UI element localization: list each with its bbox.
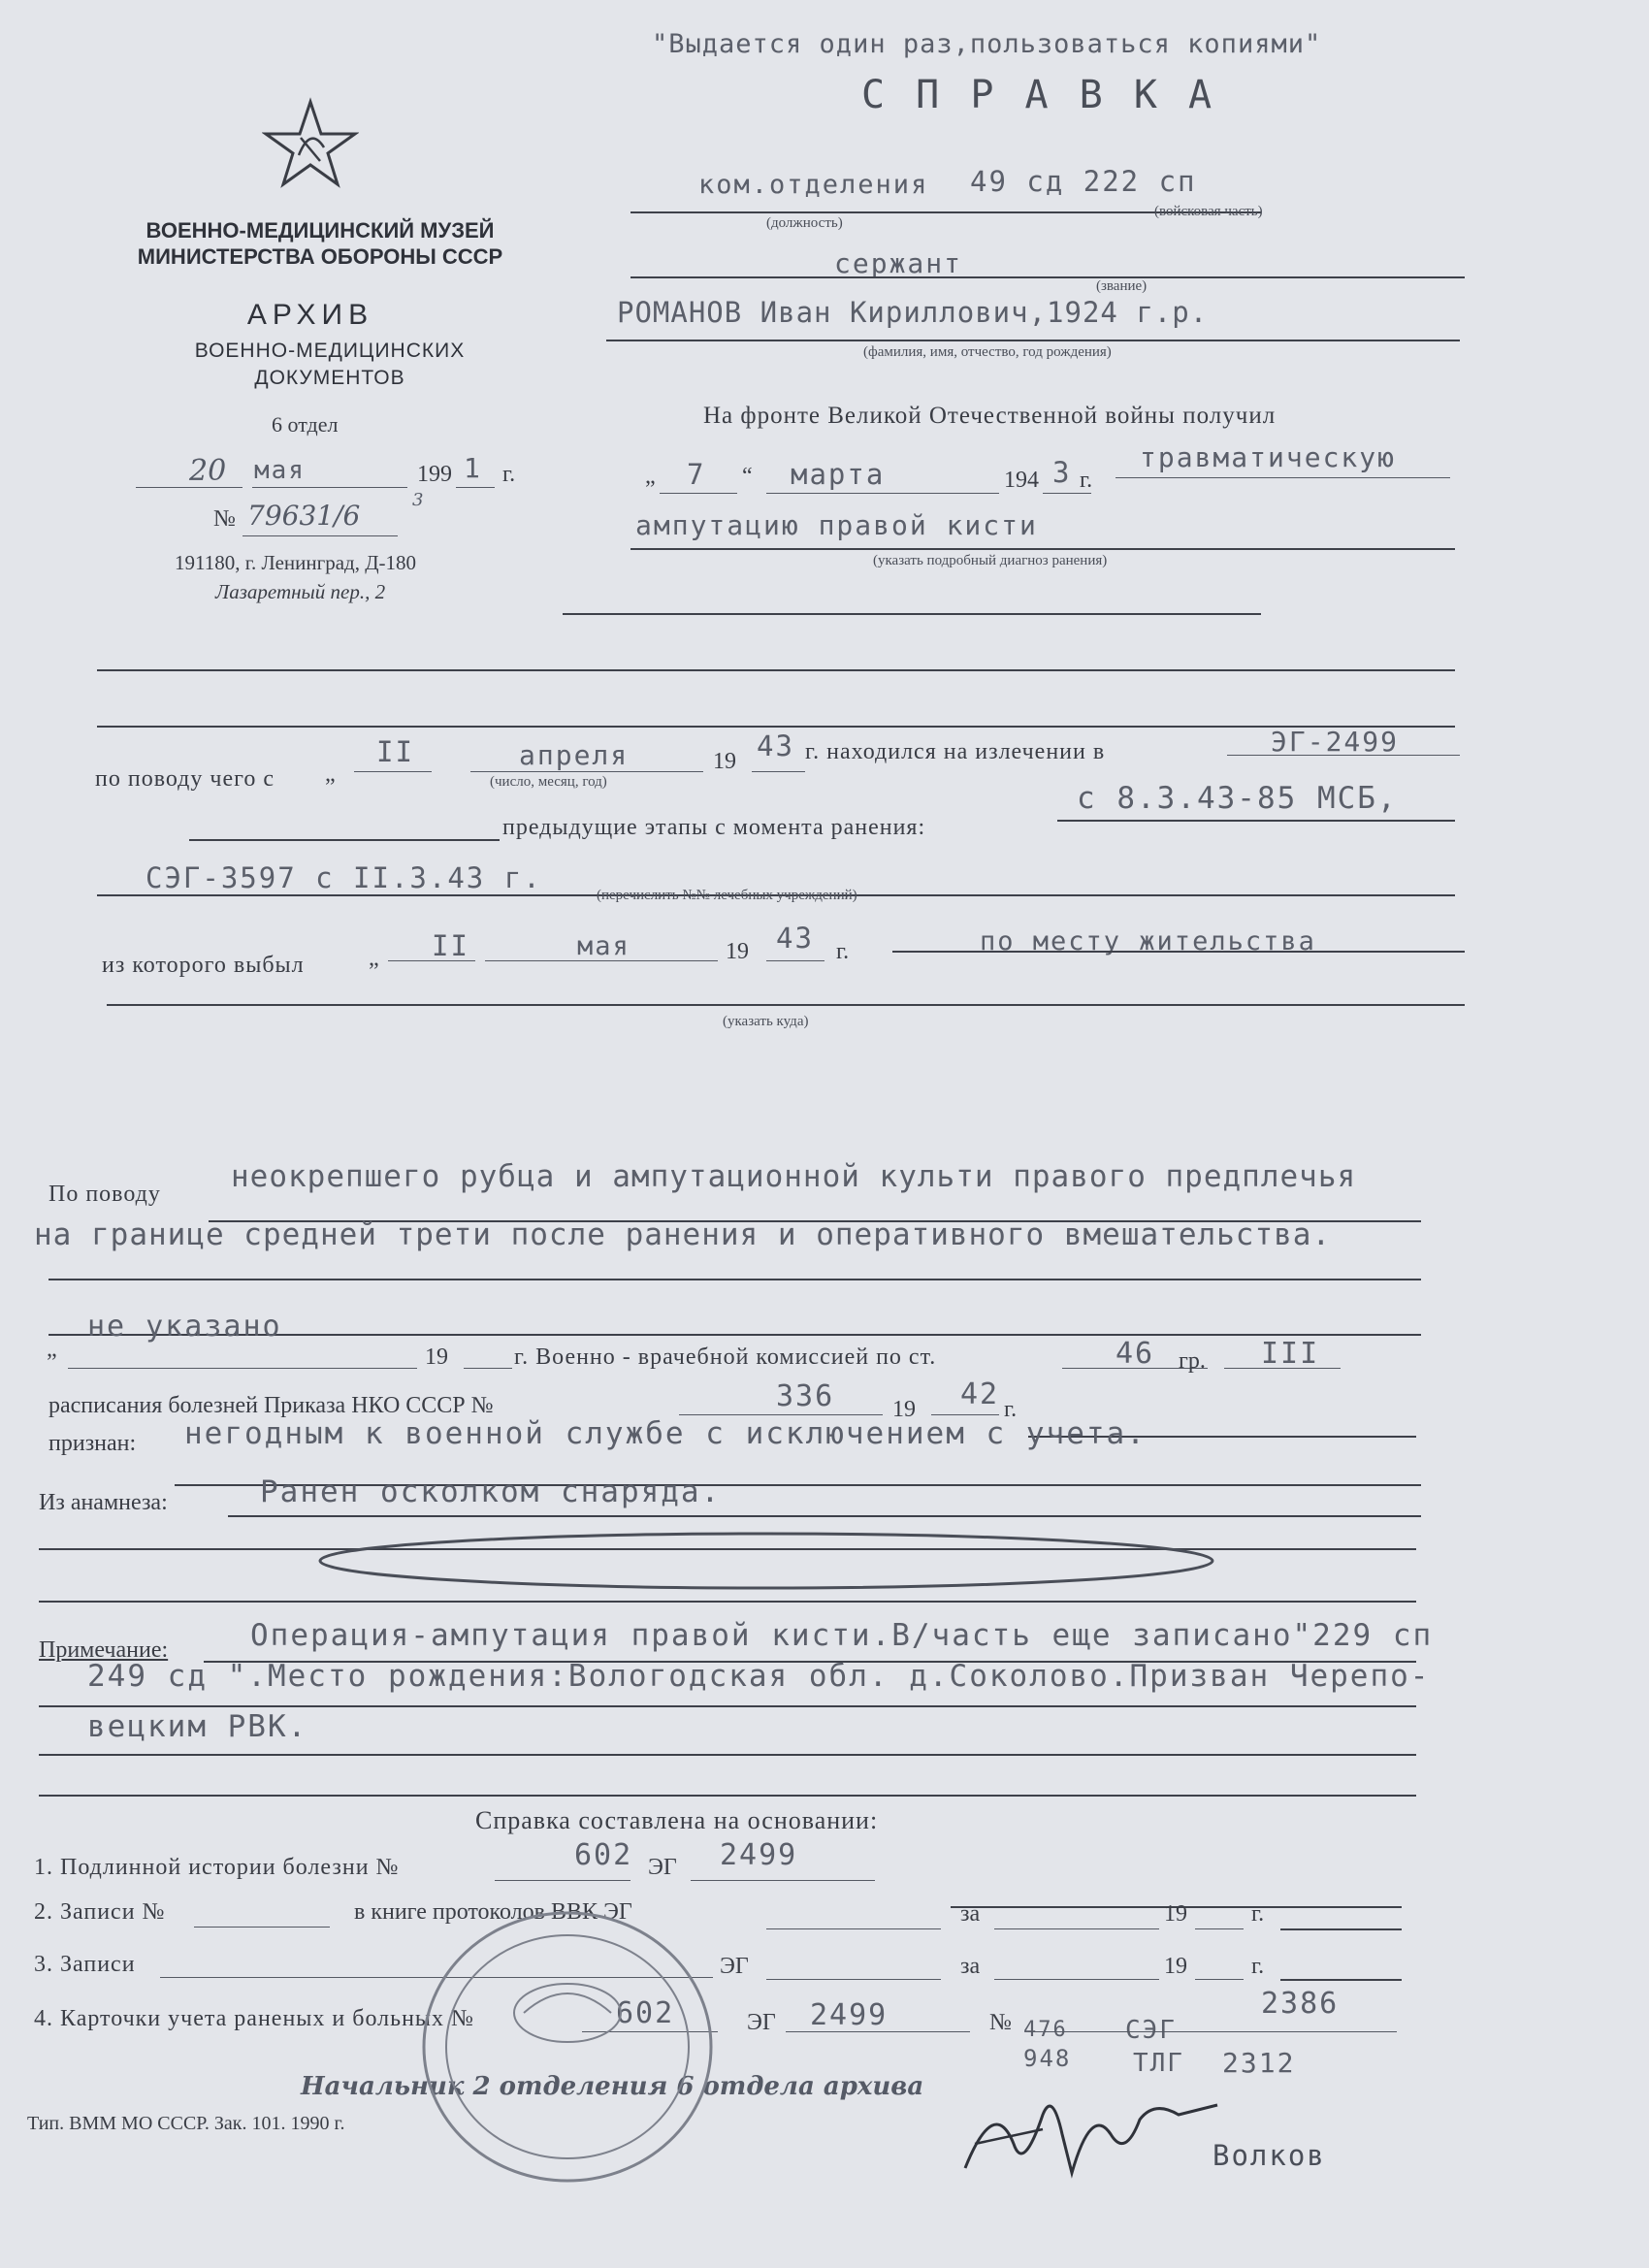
copy-note: "Выдается один раз,пользоваться копиями" bbox=[652, 29, 1322, 59]
round-stamp bbox=[417, 1906, 718, 2187]
issue-date-year: 199 bbox=[417, 462, 452, 487]
left-year-suffix: 43 bbox=[776, 922, 814, 955]
vvk-date-value: не указано bbox=[87, 1310, 282, 1344]
archive-line2: ДОКУМЕНТОВ bbox=[254, 367, 405, 389]
wound-year-prefix: 194 bbox=[1004, 468, 1039, 493]
basis-item2-mid: в книге протоколов ВВК ЭГ bbox=[354, 1899, 632, 1925]
reason-line1: неокрепшего рубца и ампутационной культи правого предплечья bbox=[231, 1159, 1357, 1194]
basis-item4-extra-2: 948 bbox=[1023, 2045, 1072, 2072]
issue-date-year-digit: 1 bbox=[464, 452, 482, 484]
basis-item2-g: г. bbox=[1251, 1901, 1265, 1927]
basis-item4-eg: 2499 bbox=[810, 1998, 889, 2032]
wound-year-g: г. bbox=[1080, 468, 1093, 493]
note-line2: 249 сд ".Место рождения:Вологодская обл. д.Соколово.Призван Черепо- bbox=[87, 1659, 1431, 1694]
basis-item3-eg: ЭГ bbox=[720, 1954, 749, 1979]
basis-item4-extra-1: 476 bbox=[1023, 2018, 1068, 2042]
basis-item4-seg: СЭГ bbox=[1125, 2016, 1177, 2045]
print-info: Тип. ВММ МО СССР. Зак. 101. 1990 г. bbox=[27, 2113, 345, 2134]
group-label: гр. bbox=[1179, 1348, 1206, 1374]
caption-where: (указать куда) bbox=[723, 1014, 809, 1029]
diagnosis-line2: ампутацию правой кисти bbox=[635, 509, 1038, 541]
full-name: РОМАНОВ Иван Кириллович,1924 г.р. bbox=[617, 296, 1209, 329]
museum-name-line1: ВОЕННО-МЕДИЦИНСКИЙ МУЗЕЙ bbox=[146, 218, 495, 243]
caption-position: (должность) bbox=[766, 215, 843, 231]
left-where: по месту жительства bbox=[980, 926, 1316, 956]
unit-value: 49 сд 222 сп bbox=[970, 165, 1197, 198]
basis-item3-19: 19 bbox=[1164, 1954, 1187, 1979]
caption-previous: (перечислить №№ лечебных учреждений) bbox=[597, 888, 857, 903]
order-year-prefix: 19 bbox=[892, 1397, 916, 1422]
note-label: Примечание: bbox=[39, 1637, 169, 1663]
basis-item4-tlg: ТЛГ bbox=[1133, 2049, 1184, 2078]
caption-unit: (войсковая часть) bbox=[1154, 204, 1263, 219]
hospital-value: ЭГ-2499 bbox=[1271, 726, 1400, 758]
treatment-year-suffix: 43 bbox=[757, 729, 794, 762]
order-text: расписания болезней Приказа НКО СССР № bbox=[48, 1393, 494, 1418]
reason-line2: на границе средней трети после ранения и оперативного вмешательства. bbox=[34, 1217, 1332, 1252]
archive-line1: ВОЕННО-МЕДИЦИНСКИХ bbox=[194, 340, 466, 362]
caption-treatment-date: (число, месяц, год) bbox=[490, 774, 607, 790]
museum-name-line2: МИНИСТЕРСТВА ОБОРОНЫ СССР bbox=[137, 244, 503, 269]
basis-heading: Справка составлена на основании: bbox=[475, 1806, 879, 1834]
by-reason-label: По поводу bbox=[48, 1182, 161, 1207]
left-year-g: г. bbox=[836, 939, 850, 964]
basis-item4-eg-label: ЭГ bbox=[747, 2010, 776, 2035]
wound-day: 7 bbox=[687, 458, 706, 491]
left-day: II bbox=[432, 929, 469, 962]
recognized-label: признан: bbox=[48, 1431, 137, 1456]
anamnesis-label: Из анамнеза: bbox=[39, 1490, 168, 1515]
basis-item3-za: за bbox=[960, 1954, 981, 1979]
previous-label: предыдущие этапы с момента ранения: bbox=[502, 815, 926, 840]
order-year-suffix: 42 bbox=[960, 1377, 1000, 1411]
archive-title: АРХИВ bbox=[246, 299, 374, 331]
doc-number-sup: 3 bbox=[412, 490, 424, 510]
order-number: 336 bbox=[776, 1379, 835, 1413]
treatment-year-prefix: 19 bbox=[713, 749, 736, 774]
order-year-g: г. bbox=[1004, 1397, 1018, 1422]
previous-stages-1: с 8.3.43-85 МСБ, bbox=[1077, 781, 1398, 816]
article-value: 46 bbox=[1116, 1337, 1155, 1371]
rank-value: сержант bbox=[834, 247, 963, 279]
basis-item2-label: 2. Записи № bbox=[34, 1899, 166, 1925]
signer-name: Волков bbox=[1212, 2139, 1326, 2172]
basis-item4-tlg-value: 2312 bbox=[1222, 2047, 1296, 2079]
wound-year-digit: 3 bbox=[1052, 456, 1072, 489]
basis-item3-g: г. bbox=[1251, 1954, 1265, 1979]
treatment-day: II bbox=[376, 735, 414, 768]
basis-item1-label: 1. Подлинной истории болезни № bbox=[34, 1855, 400, 1880]
recognized-value: негодным к военной службе с исключением с учета. bbox=[184, 1416, 1147, 1451]
treatment-mid: г. находился на излечении в bbox=[805, 739, 1106, 764]
chief-line: Начальник 2 отделения 6 отдела архива bbox=[301, 2072, 924, 2101]
cross-out-oval bbox=[310, 1525, 1222, 1598]
star-emblem bbox=[262, 97, 359, 189]
basis-item4-number: 602 bbox=[616, 1996, 675, 2030]
basis-item4-no: № bbox=[989, 2010, 1012, 2035]
wound-date-open: „ bbox=[645, 464, 656, 489]
basis-item1-eg: 2499 bbox=[720, 1838, 798, 1872]
basis-item3-label: 3. Записи bbox=[34, 1952, 136, 1977]
doc-number: 79631/6 bbox=[247, 500, 361, 532]
address-line2: Лазаретный пер., 2 bbox=[215, 580, 386, 603]
address-line1: 191180, г. Ленинград, Д-180 bbox=[175, 551, 417, 574]
group-value: III bbox=[1261, 1337, 1320, 1371]
previous-stages-2: СЭГ-3597 с II.3.43 г. bbox=[146, 861, 542, 894]
basis-item4-seg-value: 2386 bbox=[1261, 1987, 1340, 2021]
issue-date-month: мая bbox=[254, 456, 306, 485]
issue-date-day: 20 bbox=[189, 454, 227, 488]
note-line1: Операция-ампутация правой кисти.В/часть еще записано"229 сп bbox=[250, 1618, 1434, 1653]
front-text: На фронте Великой Отечественной войны получил bbox=[703, 403, 1277, 429]
basis-item1-number: 602 bbox=[574, 1838, 633, 1872]
caption-rank: (звание) bbox=[1096, 278, 1148, 294]
basis-item2-19: 19 bbox=[1164, 1901, 1187, 1927]
basis-item1-eg-label: ЭГ bbox=[648, 1855, 677, 1880]
issue-date-g: г. bbox=[502, 462, 516, 487]
treatment-month: апреля bbox=[519, 739, 630, 771]
note-line3: вецким РВК. bbox=[87, 1709, 308, 1744]
treatment-lead: по поводу чего с bbox=[95, 766, 275, 792]
caption-diagnosis: (указать подробный диагноз ранения) bbox=[873, 553, 1108, 568]
vvk-year-prefix: 19 bbox=[425, 1345, 448, 1370]
basis-item2-za: за bbox=[960, 1901, 981, 1927]
doc-number-sign: № bbox=[213, 506, 236, 532]
basis-item4-label: 4. Карточки учета раненых и больных № bbox=[34, 2006, 474, 2031]
wound-month: марта bbox=[791, 458, 886, 491]
position-value: ком.отделения bbox=[698, 170, 929, 200]
diagnosis-line1: травматическую bbox=[1140, 441, 1397, 473]
anamnesis-value: Ранен осколком снаряда. bbox=[260, 1474, 722, 1509]
caption-name: (фамилия, имя, отчество, год рождения) bbox=[863, 344, 1112, 360]
vvk-text: г. Военно - врачебной комиссией по ст. bbox=[514, 1345, 937, 1370]
left-year-prefix: 19 bbox=[726, 939, 749, 964]
left-month: мая bbox=[577, 931, 630, 961]
document-title: С П Р А В К А bbox=[861, 73, 1216, 117]
left-label: из которого выбыл bbox=[102, 953, 305, 978]
department: 6 отдел bbox=[272, 412, 339, 437]
signature bbox=[955, 2076, 1227, 2192]
